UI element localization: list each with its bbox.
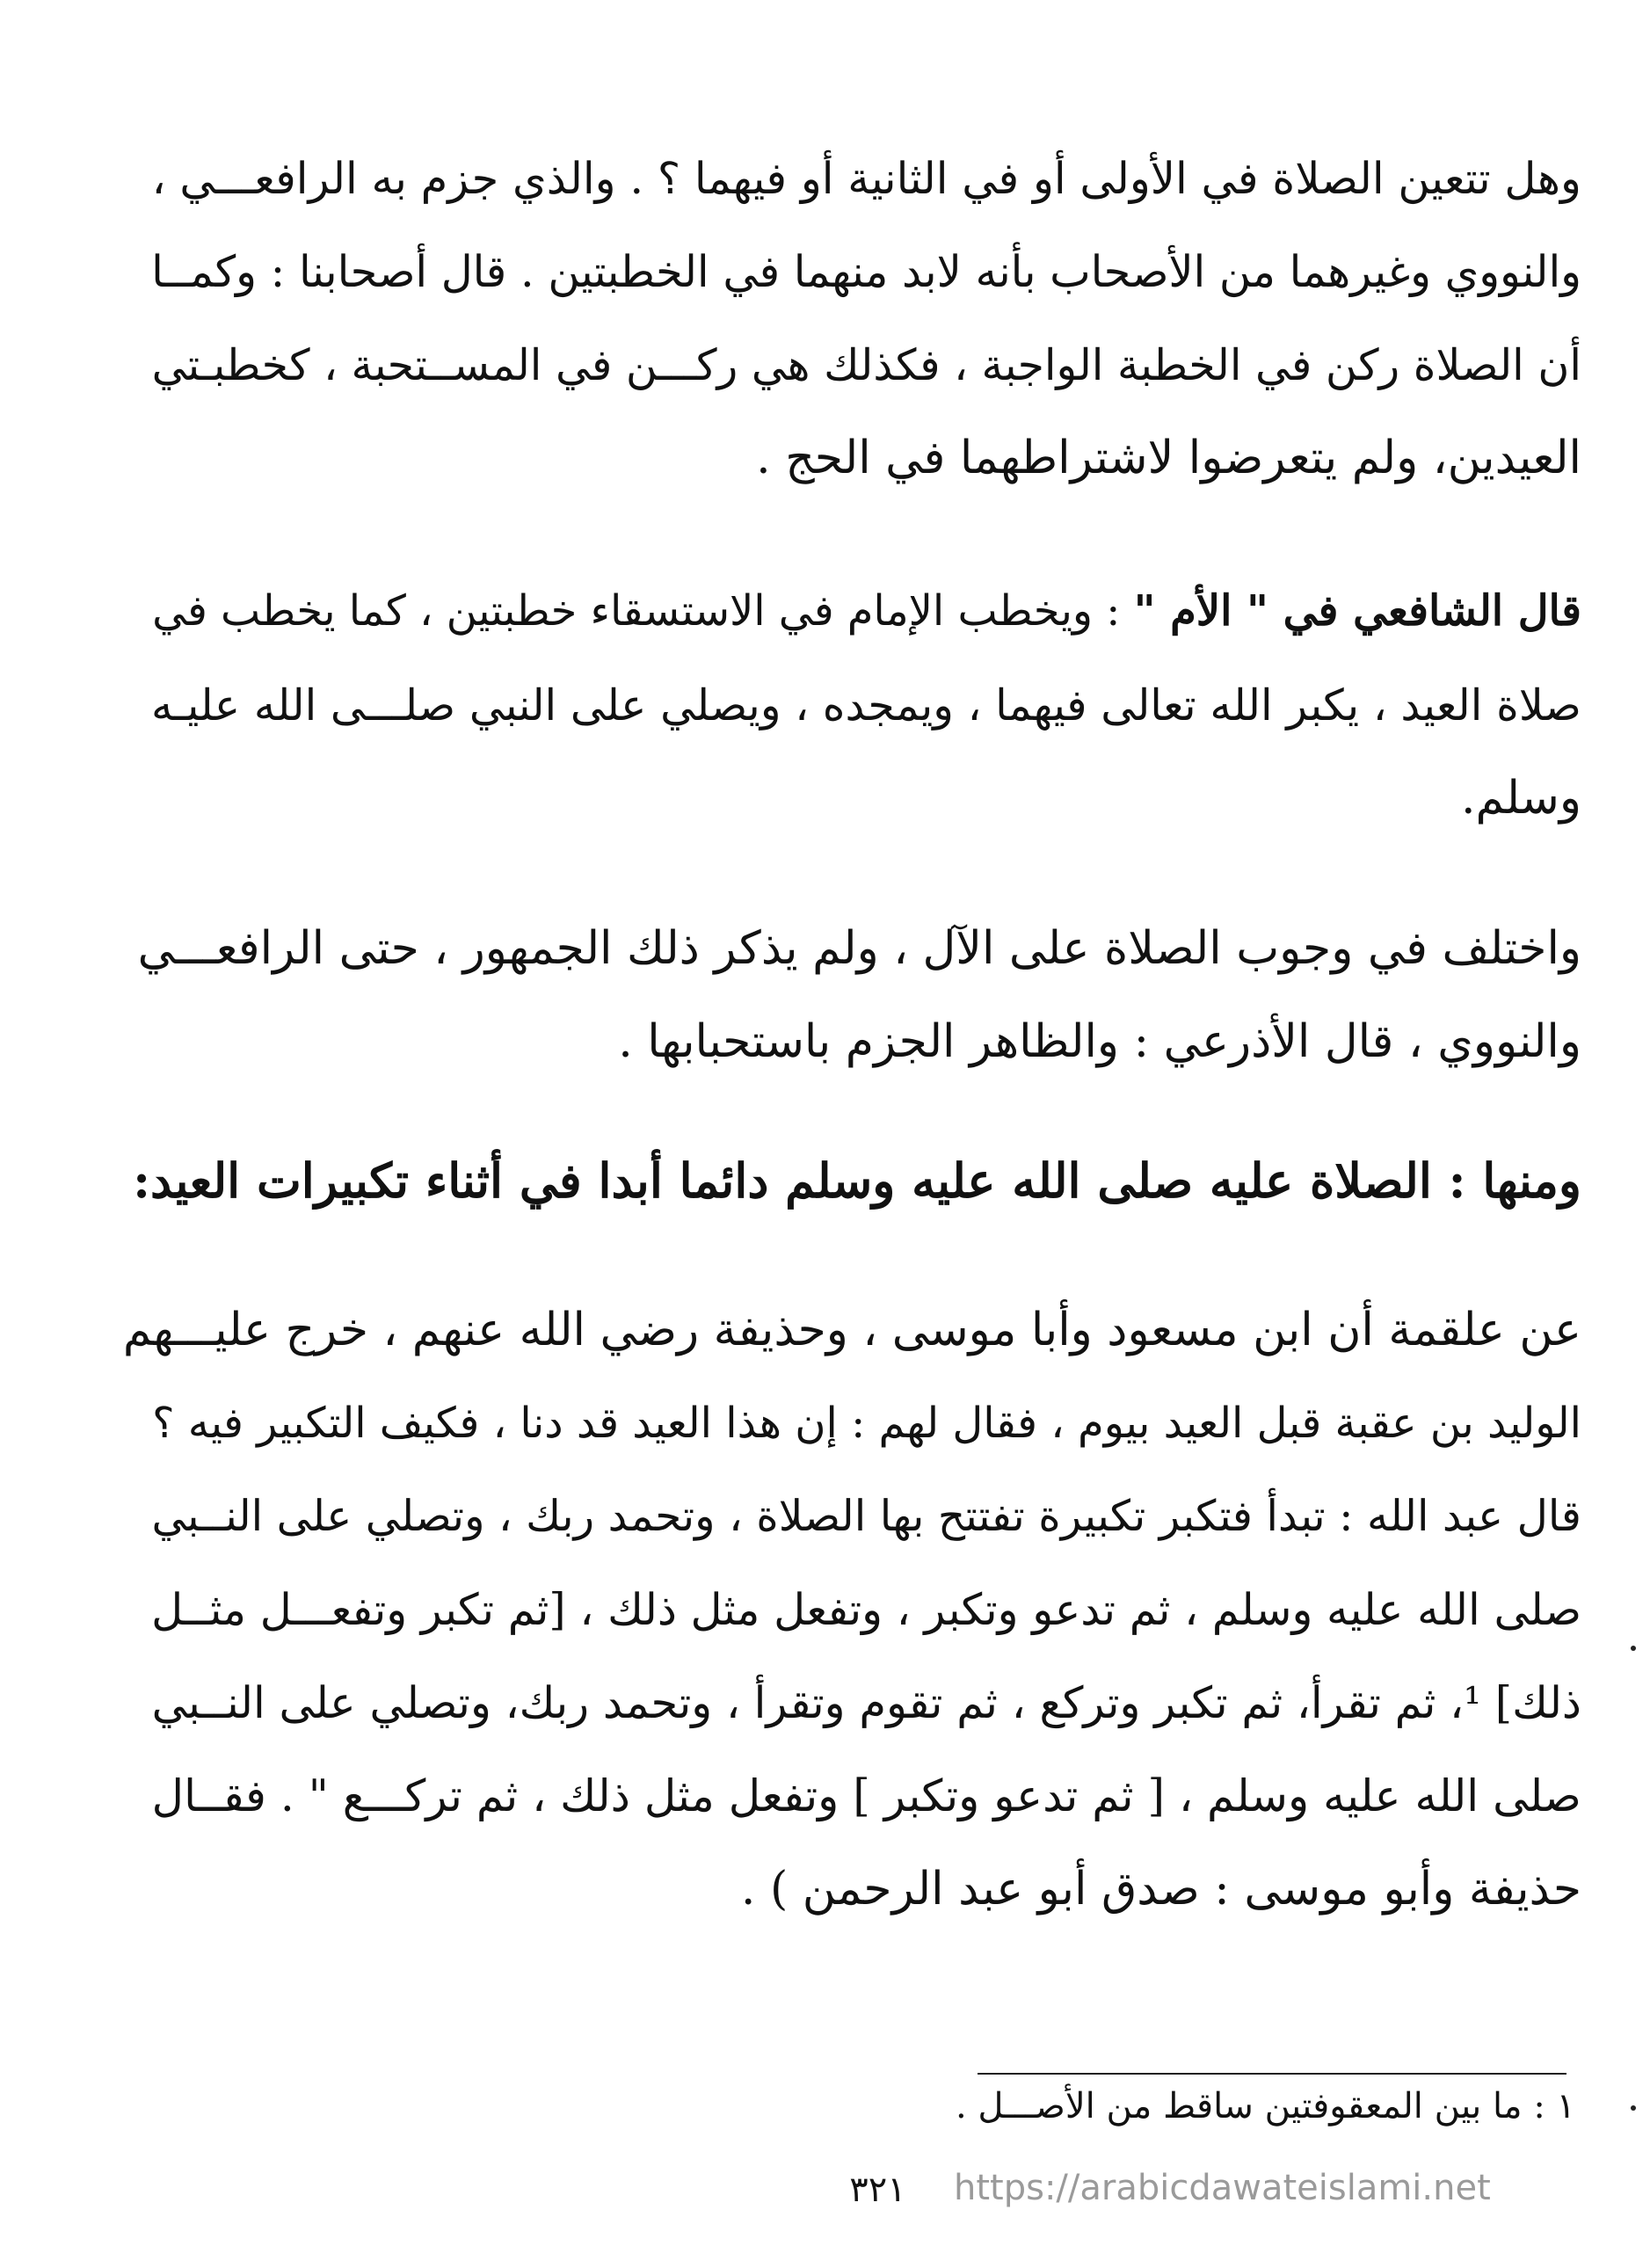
paragraph-2: [122, 564, 1581, 845]
paragraph-3: [122, 902, 1581, 1088]
text-line: والنووي وغيرهما من الأصحاب بأنه لابد منهما في الخطبتين . قال أصحابنا : وكمــا: [151, 246, 1581, 297]
text-line: ذلك] ¹، ثم تقرأ، ثم تكبر وتركع ، ثم تقوم وتقرأ ، وتحمد ربك، وتصلي على النــبي: [151, 1677, 1581, 1728]
text-line: [122, 564, 1581, 658]
text-line: وهل تتعين الصلاة في الأولى أو في الثانية أو فيهما ؟ . والذي جزم به الرافعـــي ،: [151, 153, 1581, 204]
text-line: قال عبد الله : تبدأ فتكبر تكبيرة تفتتح بها الصلاة ، وتحمد ربك ، وتصلي على النــبي: [151, 1492, 1581, 1541]
text-line: صلى الله عليه وسلم ، [ ثم تدعو وتكبر ] وتفعل مثل ذلك ، ثم تركـــع " . فقــال: [151, 1770, 1581, 1821]
margin-mark: [1631, 2105, 1636, 2111]
text-line: أن الصلاة ركن في الخطبة الواجبة ، فكذلك هي ركـــن في المســتحبة ، كخطبـتي: [151, 339, 1581, 390]
heading-text: ومنها : الصلاة عليه صلى الله عليه وسلم دائما أبدا في أثناء تكبيرات العيد:: [133, 1152, 1581, 1209]
page-number: ٣٢١: [849, 2170, 906, 2210]
text-line: صلى الله عليه وسلم ، ثم تدعو وتكبر ، وتفعل مثل ذلك ، [ثم تكبر وتفعـــل مثــل: [151, 1584, 1581, 1635]
paragraph-1: [122, 132, 1581, 505]
text-line: الوليد بن عقبة قبل العيد بيوم ، فقال لهم : إن هذا العيد قد دنا ، فكيف التكبير فيه ؟: [152, 1399, 1581, 1448]
quote-lead: : ويخطب الإمام في الاستسقاء خطبتين ، كما يخطب في: [152, 587, 1134, 636]
watermark-url: https://arabicdawateislami.net: [954, 2168, 1491, 2208]
section-heading: [122, 1134, 1581, 1227]
footnote: ١ : ما بين المعقوفتين ساقط من الأصـــل .: [956, 2086, 1575, 2126]
quote-source: قال الشافعي في " الأم ": [1133, 586, 1581, 636]
text-line: واختلف في وجوب الصلاة على الآل ، ولم يذكر ذلك الجمهور ، حتى الرافعـــي: [137, 922, 1581, 975]
paragraph-5: [122, 1283, 1581, 1936]
text-line: والنووي ، قال الأذرعي : والظاهر الجزم باستحبابها .: [618, 1015, 1581, 1068]
text-line: وسلم.: [1460, 772, 1581, 825]
text-line: حذيفة وأبو موسى : صدق أبو عبد الرحمن ) .: [740, 1863, 1581, 1915]
text-line: عن علقمة أن ابن مسعود وأبا موسى ، وحذيفة رضي الله عنهم ، خرج عليـــهم: [122, 1304, 1581, 1356]
text-line: العيدين، ولم يتعرضوا لاشتراطهما في الحج .: [756, 432, 1581, 484]
text-line: صلاة العيد ، يكبر الله تعالى فيهما ، ويمجده ، ويصلي على النبي صلـــى الله عليـه: [151, 680, 1581, 731]
margin-mark: [1631, 1646, 1636, 1651]
